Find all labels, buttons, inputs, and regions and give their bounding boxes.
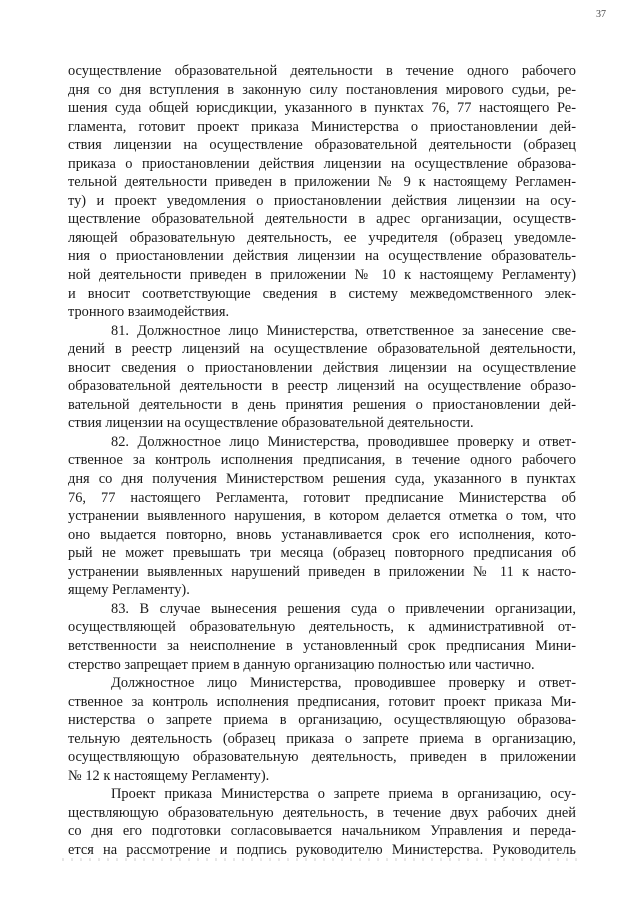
text-line: 82. Должностное лицо Министерства, проводившее проверку и ответ- [111, 433, 576, 450]
text-line: приказа о приостановлении действия лицензии на осуществление образова- [68, 155, 576, 172]
text-line: 76, 77 настоящего Регламента, готовит предписание Министерства об [68, 489, 576, 506]
text-line: № 12 к настоящему Регламенту). [68, 767, 270, 784]
text-line: дня со дня вступления в законную силу постановления мирового судьи, ре- [68, 81, 576, 98]
text-line: ствия лицензии на осуществление образовательной деятельности. [68, 415, 474, 432]
text-line: 83. В случае вынесения решения суда о привлечении организации, [111, 600, 576, 617]
text-line: и вносит соответствующие сведения в систему межведомственного элек- [68, 285, 576, 302]
text-line: тронного взаимодействия. [68, 304, 230, 321]
text-line: ветственности за неисполнение в установленный срок предписания Мини- [68, 637, 576, 654]
text-line: вательной деятельности в день принятия решения о приостановлении дей- [68, 396, 576, 413]
text-line: дня со дня получения Министерством решения суда, указанного в пунктах [68, 471, 576, 488]
text-line: ется на рассмотрение и подпись руководителю Министерства. Руководитель [68, 841, 576, 858]
text-line: тельную деятельность (образец приказа о запрете приема в организацию, [68, 730, 576, 747]
text-line: вносит сведения о приостановлении действия лицензии на осуществление [68, 359, 576, 376]
text-line: ствия лицензии на осуществление образовательной деятельности (образец [68, 137, 576, 154]
text-line: ной деятельности приведен в приложении № 10 к настоящему Регламенту) [68, 267, 576, 284]
text-line: со дня его подготовки согласовывается начальником Управления и переда- [68, 823, 576, 840]
text-line: ственное за контроль исполнения предписания, готовит проект приказа Ми- [68, 693, 576, 710]
text-line: осуществляющую образовательную деятельность, приведен в приложении [68, 749, 576, 766]
text-line: осуществляющей образовательную деятельность, к административной от- [68, 619, 576, 636]
text-line: шения суда общей юрисдикции, указанного в пунктах 76, 77 настоящего Ре- [68, 100, 576, 117]
text-line: устранении выявленного нарушения, в котором делается отметка о том, что [68, 508, 576, 525]
text-line: оно выдается повторно, вновь устанавливается срок его исполнения, кото- [68, 526, 576, 543]
text-line: ществляющую образовательную деятельность, в течение двух рабочих дней [68, 804, 576, 821]
text-line: рый не может превышать три месяца (образец повторного предписания об [68, 545, 576, 562]
text-line: дений в реестр лицензий на осуществление образовательной деятельности, [68, 341, 576, 358]
scan-artifact-line [62, 858, 582, 861]
text-line: осуществление образовательной деятельности в течение одного рабочего [68, 63, 576, 79]
text-line: тельной деятельности приведен в приложении № 9 к настоящему Регламен- [68, 174, 576, 191]
text-line: устранении выявленных нарушений приведен в приложении № 11 к насто- [68, 563, 576, 580]
document-body [68, 62, 576, 860]
text-line: Должностное лицо Министерства, проводившее проверку и ответ- [111, 675, 576, 692]
text-line: ственное за контроль исполнения предписания, в течение одного рабочего [68, 452, 576, 469]
page-number: 37 [596, 9, 606, 20]
text-line: Проект приказа Министерства о запрете приема в организацию, осу- [111, 786, 576, 803]
text-line: 81. Должностное лицо Министерства, ответственное за занесение све- [111, 322, 576, 339]
text-line: ществление образовательной деятельности в адрес организации, осуществ- [68, 211, 576, 228]
text-line: гламента, готовит проект приказа Министерства о приостановлении дей- [68, 118, 576, 135]
text-line: образовательной деятельности в реестр лицензий на осуществление образо- [68, 378, 576, 395]
text-line: ту) и проект уведомления о приостановлении действия лицензии на осу- [68, 192, 576, 209]
text-line: нистерства о запрете приема в организацию, осуществляющую образова- [68, 712, 576, 729]
text-line: стерство запрещает прием в данную организацию полностью или частично. [68, 656, 535, 673]
text-line: ящему Регламенту). [68, 582, 190, 599]
text-line: ляющей образовательную деятельность, ее учредителя (образец уведомле- [68, 229, 576, 246]
text-line: ния о приостановлении действия лицензии на осуществление образователь- [68, 248, 576, 265]
